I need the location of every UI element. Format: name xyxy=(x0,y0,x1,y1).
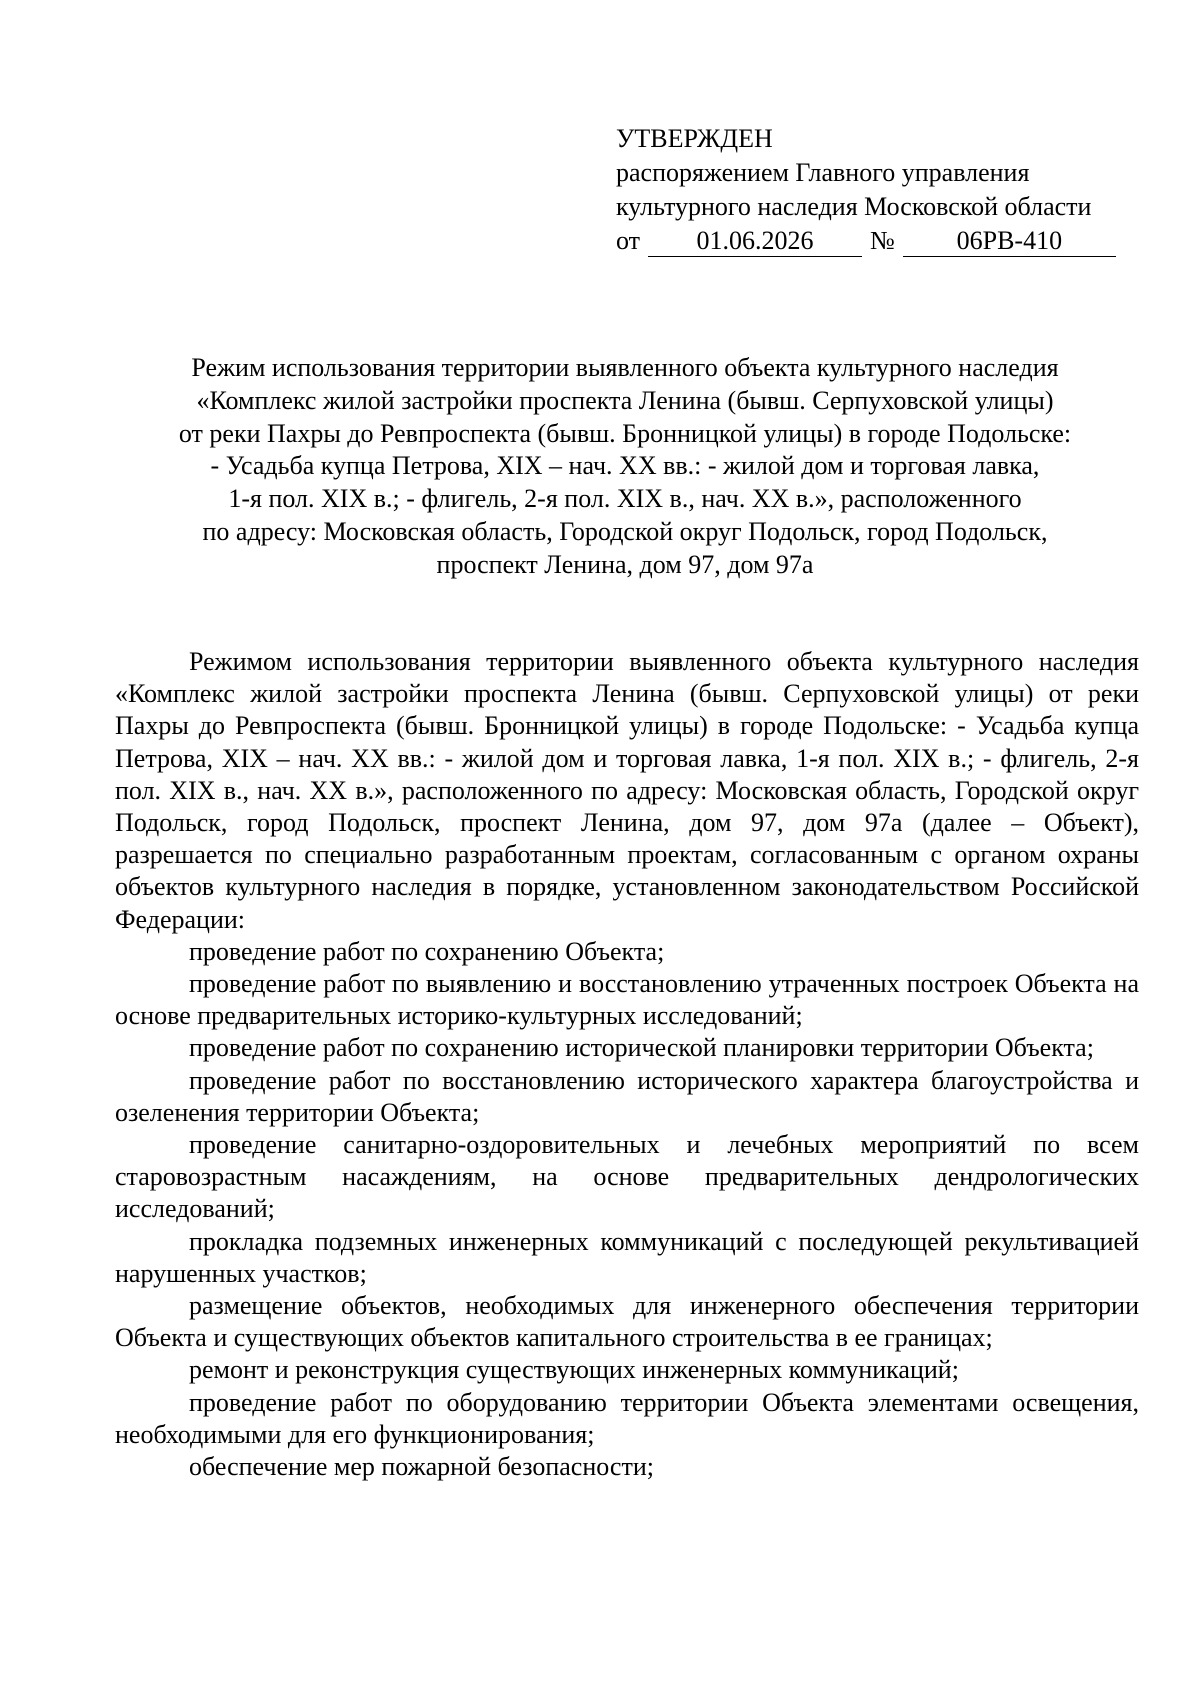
number-sign: № xyxy=(870,226,895,255)
title-line: 1-я пол. XIX в.; - флигель, 2-я пол. XIX в., нач. XX в.», расположенного xyxy=(228,484,1022,514)
list-item: проведение работ по сохранению Объекта; xyxy=(189,936,665,966)
list-item: проведение работ по выявлению и восстановлению утраченных построек Объекта на основе предварительных историко-культурных исследований; xyxy=(115,969,1139,1031)
approval-heading: УТВЕРЖДЕН xyxy=(616,124,773,153)
title-line: «Комплекс жилой застройки проспекта Ленина (бывш. Серпуховской улицы) xyxy=(196,385,1054,415)
title-line: проспект Ленина, дом 97, дом 97а xyxy=(436,549,814,579)
list-item: проведение работ по восстановлению исторического характера благоустройства и озеленения территории Объекта; xyxy=(115,1065,1139,1127)
list-item: проведение работ по оборудованию территории Объекта элементами освещения, необходимыми для его функционирования; xyxy=(115,1387,1139,1449)
list-item: проведение работ по сохранению исторической планировки территории Объекта; xyxy=(189,1033,1094,1063)
approval-stamp xyxy=(616,122,1136,258)
title-line: Режим использования территории выявленного объекта культурного наследия xyxy=(191,353,1059,382)
approval-line-2: культурного наследия Московской области xyxy=(616,192,1092,221)
title-line: по адресу: Московская область, Городской округ Подольск, город Подольск, xyxy=(202,516,1048,546)
list-item: размещение объектов, необходимых для инженерного обеспечения территории Объекта и существующих объектов капитального строительства в ее границах; xyxy=(115,1291,1139,1353)
document-body xyxy=(115,646,1139,1483)
approval-line-1: распоряжением Главного управления xyxy=(616,158,1030,187)
list-item: прокладка подземных инженерных коммуникаций с последующей рекультивацией нарушенных участков; xyxy=(115,1226,1139,1288)
list-item: ремонт и реконструкция существующих инженерных коммуникаций; xyxy=(189,1355,959,1385)
title-line: - Усадьба купца Петрова, XIX – нач. XX вв.: - жилой дом и торговая лавка, xyxy=(210,451,1040,481)
approval-date: 01.06.2026 xyxy=(648,226,862,257)
ot-label: от xyxy=(616,226,641,255)
list-item: обеспечение мер пожарной безопасности; xyxy=(189,1452,654,1482)
document-title xyxy=(120,352,1130,582)
list-item: проведение санитарно-оздоровительных и лечебных мероприятий по всем старовозрастным насаждениям, на основе предварительных дендрологических исследований; xyxy=(115,1130,1139,1224)
approval-date-number-row xyxy=(616,224,1136,258)
title-line: от реки Пахры до Ревпроспекта (бывш. Бронницкой улицы) в городе Подольске: xyxy=(178,418,1072,448)
approval-number: 06РВ-410 xyxy=(903,226,1116,257)
intro-paragraph: Режимом использования территории выявленного объекта культурного наследия «Комплекс жилой застройки проспекта Ленина (бывш. Серпуховской улицы) от реки Пахры до Ревпроспекта (бывш. Бронницкой улицы) в городе Подольске: - Усадьба купца Петрова, XIX – нач. XX вв.: - жилой дом и торговая лавка, 1-я пол. XIX в.; - флигель, 2-я пол. XIX в., нач. XX в.», расположенного по адресу: Московская область, Городской округ Подольск, город Подольск, проспект Ленина, дом 97, дом 97а (далее – Объект), разрешается по специально разработанным проектам, согласованным с органом охраны объектов культурного наследия в порядке, установленном законодательством Российской Федерации: xyxy=(115,647,1139,934)
